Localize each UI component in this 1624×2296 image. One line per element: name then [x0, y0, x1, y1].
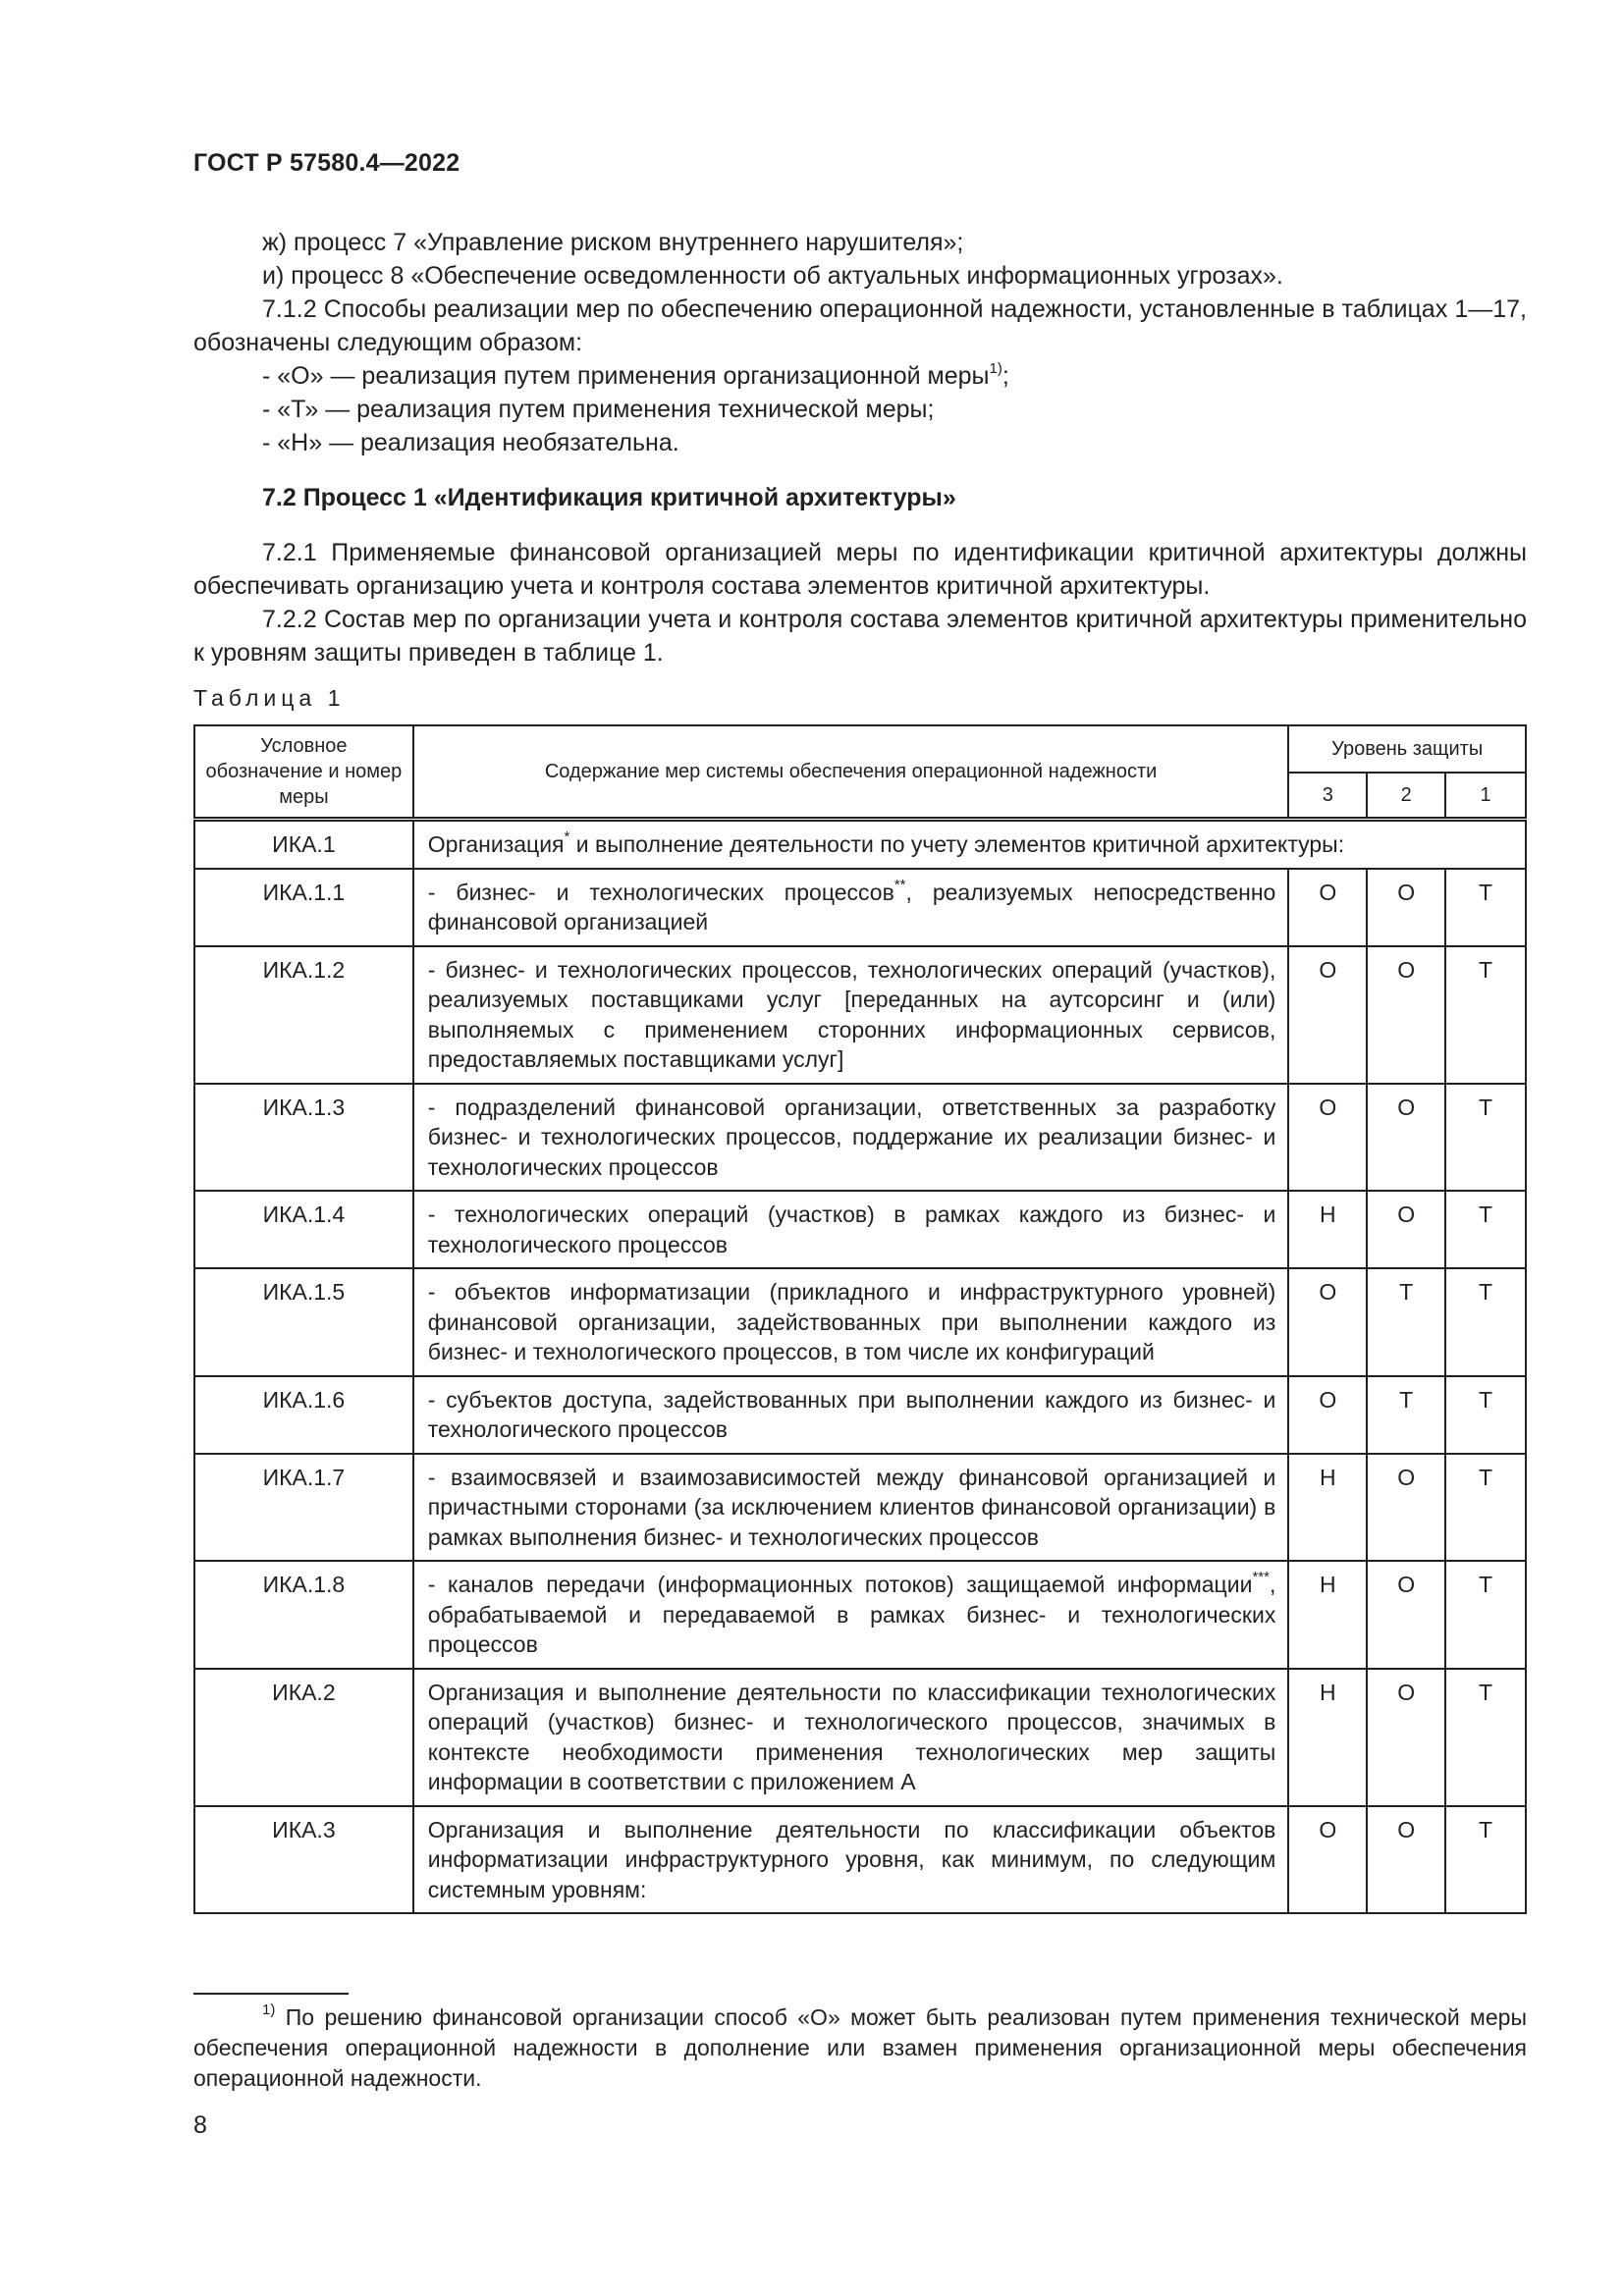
measure-description: Организация* и выполнение деятельности по учету элементов критичной архитектуры:	[413, 820, 1526, 869]
table-row	[194, 1376, 1526, 1454]
body-text	[193, 226, 1527, 669]
footnote-mark: 1)	[262, 2002, 276, 2019]
measure-description: - взаимосвязей и взаимозависимостей между финансовой организацией и причастными сторонами (за исключением клиентов финансовой организации) в рамках выполнения бизнес- и технологических процессов	[413, 1454, 1289, 1562]
dash-item-o: - «О» — реализация путем применения организационной меры$^{1)}$;	[262, 359, 1009, 390]
measure-description: - субъектов доступа, задействованных при выполнении каждого из бизнес- и технологического процессов	[413, 1376, 1289, 1454]
page-number: 8	[193, 2111, 207, 2139]
level-1-value: Т	[1445, 1561, 1526, 1669]
level-3-value: Н	[1288, 1669, 1367, 1806]
table-row	[194, 1191, 1526, 1268]
level-3-value: О	[1288, 1376, 1367, 1454]
table-row	[194, 820, 1526, 869]
level-3-value: О	[1288, 869, 1367, 946]
note-ref: *	[564, 828, 570, 846]
header-level-3: 3	[1288, 773, 1367, 820]
level-2-value: О	[1367, 1806, 1445, 1914]
level-2-value: О	[1367, 1454, 1445, 1562]
level-2-value: О	[1367, 946, 1445, 1084]
paragraph-7-1-2: 7.1.2 Способы реализации мер по обеспечению операционной надежности, установленные в таблицах 1—17, обозначены следующим образом:	[193, 295, 1527, 356]
measure-description: - подразделений финансовой организации, ответственных за разработку бизнес- и технологических процессов, поддержание их реализации бизнес- и технологических процессов	[413, 1084, 1289, 1192]
level-1-value: Т	[1445, 1806, 1526, 1914]
measure-code: ИКА.1.5	[194, 1268, 413, 1376]
table-row	[194, 1084, 1526, 1192]
measure-description: - технологических операций (участков) в рамках каждого из бизнес- и технологического процессов	[413, 1191, 1289, 1268]
level-1-value: Т	[1445, 1191, 1526, 1268]
table-caption: Таблица 1	[193, 685, 346, 711]
measure-description: - объектов информатизации (прикладного и инфраструктурного уровней) финансовой организации, задействованных при выполнении каждого из бизнес- и технологического процессов, в том числе их конфигураций	[413, 1268, 1289, 1376]
note-ref: ***	[1252, 1569, 1270, 1586]
footnote-ref[interactable]: 1)	[989, 359, 1002, 377]
level-1-value: Т	[1445, 1084, 1526, 1192]
table-row	[194, 946, 1526, 1084]
table-body	[194, 820, 1526, 1914]
level-3-value: О	[1288, 1084, 1367, 1192]
level-3-value: Н	[1288, 1191, 1367, 1268]
measures-table	[193, 724, 1527, 1914]
measure-code: ИКА.1.2	[194, 946, 413, 1084]
level-2-value: О	[1367, 869, 1445, 946]
footnote	[193, 2002, 1527, 2094]
measure-description: - бизнес- и технологических процессов**, реализуемых непосредственно финансовой организацией	[413, 869, 1289, 946]
measure-description: - бизнес- и технологических процессов, технологических операций (участков), реализуемых поставщиками услуг [переданных на аутсорсинг и (или) выполняемых с применением сторонних информационных сервисов, предоставляемых поставщиками услуг]	[413, 946, 1289, 1084]
table-row	[194, 1268, 1526, 1376]
level-2-value: О	[1367, 1561, 1445, 1669]
measure-description: Организация и выполнение деятельности по классификации объектов информатизации инфраструктурного уровня, как минимум, по следующим системным уровням:	[413, 1806, 1289, 1914]
table-row	[194, 1806, 1526, 1914]
level-3-value: О	[1288, 1268, 1367, 1376]
level-3-value: Н	[1288, 1561, 1367, 1669]
dash-item-n: - «Н» — реализация необязательна.	[262, 429, 679, 456]
section-heading-7-2: 7.2 Процесс 1 «Идентификация критичной архитектуры»	[262, 484, 956, 511]
measure-description: Организация и выполнение деятельности по классификации технологических операций (участков) бизнес- и технологического процессов, значимых в контексте необходимости применения технологических мер защиты информации в соответствии с приложением А	[413, 1669, 1289, 1806]
level-1-value: Т	[1445, 1268, 1526, 1376]
level-1-value: Т	[1445, 869, 1526, 946]
footnote-text: По решению финансовой организации способ «О» может быть реализован путем применения технической меры обеспечения операционной надежности в дополнение или взамен применения организационной меры обеспечения операционной надежности.	[193, 2004, 1527, 2091]
list-item-i: и) процесс 8 «Обеспечение осведомленности об актуальных информационных угрозах».	[262, 262, 1283, 290]
measure-code: ИКА.1.4	[194, 1191, 413, 1268]
table-row	[194, 1669, 1526, 1806]
header-level-2: 2	[1367, 773, 1445, 820]
measure-code: ИКА.1.6	[194, 1376, 413, 1454]
table-row	[194, 1561, 1526, 1669]
running-header: ГОСТ Р 57580.4—2022	[193, 149, 460, 177]
measure-code: ИКА.1.8	[194, 1561, 413, 1669]
level-1-value: Т	[1445, 1376, 1526, 1454]
level-1-value: Т	[1445, 1669, 1526, 1806]
level-3-value: О	[1288, 1806, 1367, 1914]
level-2-value: Т	[1367, 1268, 1445, 1376]
paragraph-7-2-1: 7.2.1 Применяемые финансовой организацией меры по идентификации критичной архитектуры должны обеспечивать организацию учета и контроля состава элементов критичной архитектуры.	[193, 539, 1527, 600]
note-ref: **	[893, 876, 906, 893]
level-1-value: Т	[1445, 946, 1526, 1084]
measure-code: ИКА.3	[194, 1806, 413, 1914]
header-content: Содержание мер системы обеспечения операционной надежности	[413, 725, 1289, 820]
measure-code: ИКА.1.1	[194, 869, 413, 946]
level-1-value: Т	[1445, 1454, 1526, 1562]
level-2-value: О	[1367, 1669, 1445, 1806]
measure-code: ИКА.1.3	[194, 1084, 413, 1192]
header-level: Уровень защиты	[1288, 725, 1526, 773]
measure-code: ИКА.2	[194, 1669, 413, 1806]
measure-description: - каналов передачи (информационных потоков) защищаемой информации***, обрабатываемой и передаваемой в рамках бизнес- и технологических процессов	[413, 1561, 1289, 1669]
header-code: Условное обозначение и номер меры	[194, 725, 413, 820]
level-2-value: Т	[1367, 1376, 1445, 1454]
measure-code: ИКА.1.7	[194, 1454, 413, 1562]
table-row	[194, 1454, 1526, 1562]
measure-code: ИКА.1	[194, 820, 413, 869]
header-level-1: 1	[1445, 773, 1526, 820]
level-3-value: О	[1288, 946, 1367, 1084]
level-3-value: Н	[1288, 1454, 1367, 1562]
footnote-rule	[193, 1993, 349, 1995]
level-2-value: О	[1367, 1191, 1445, 1268]
table-row	[194, 869, 1526, 946]
dash-item-t: - «Т» — реализация путем применения технической меры;	[262, 396, 935, 423]
level-2-value: О	[1367, 1084, 1445, 1192]
paragraph-7-2-2: 7.2.2 Состав мер по организации учета и контроля состава элементов критичной архитектуры применительно к уровням защиты приведен в таблице 1.	[193, 606, 1527, 667]
list-item-zh: ж) процесс 7 «Управление риском внутреннего нарушителя»;	[262, 229, 964, 256]
